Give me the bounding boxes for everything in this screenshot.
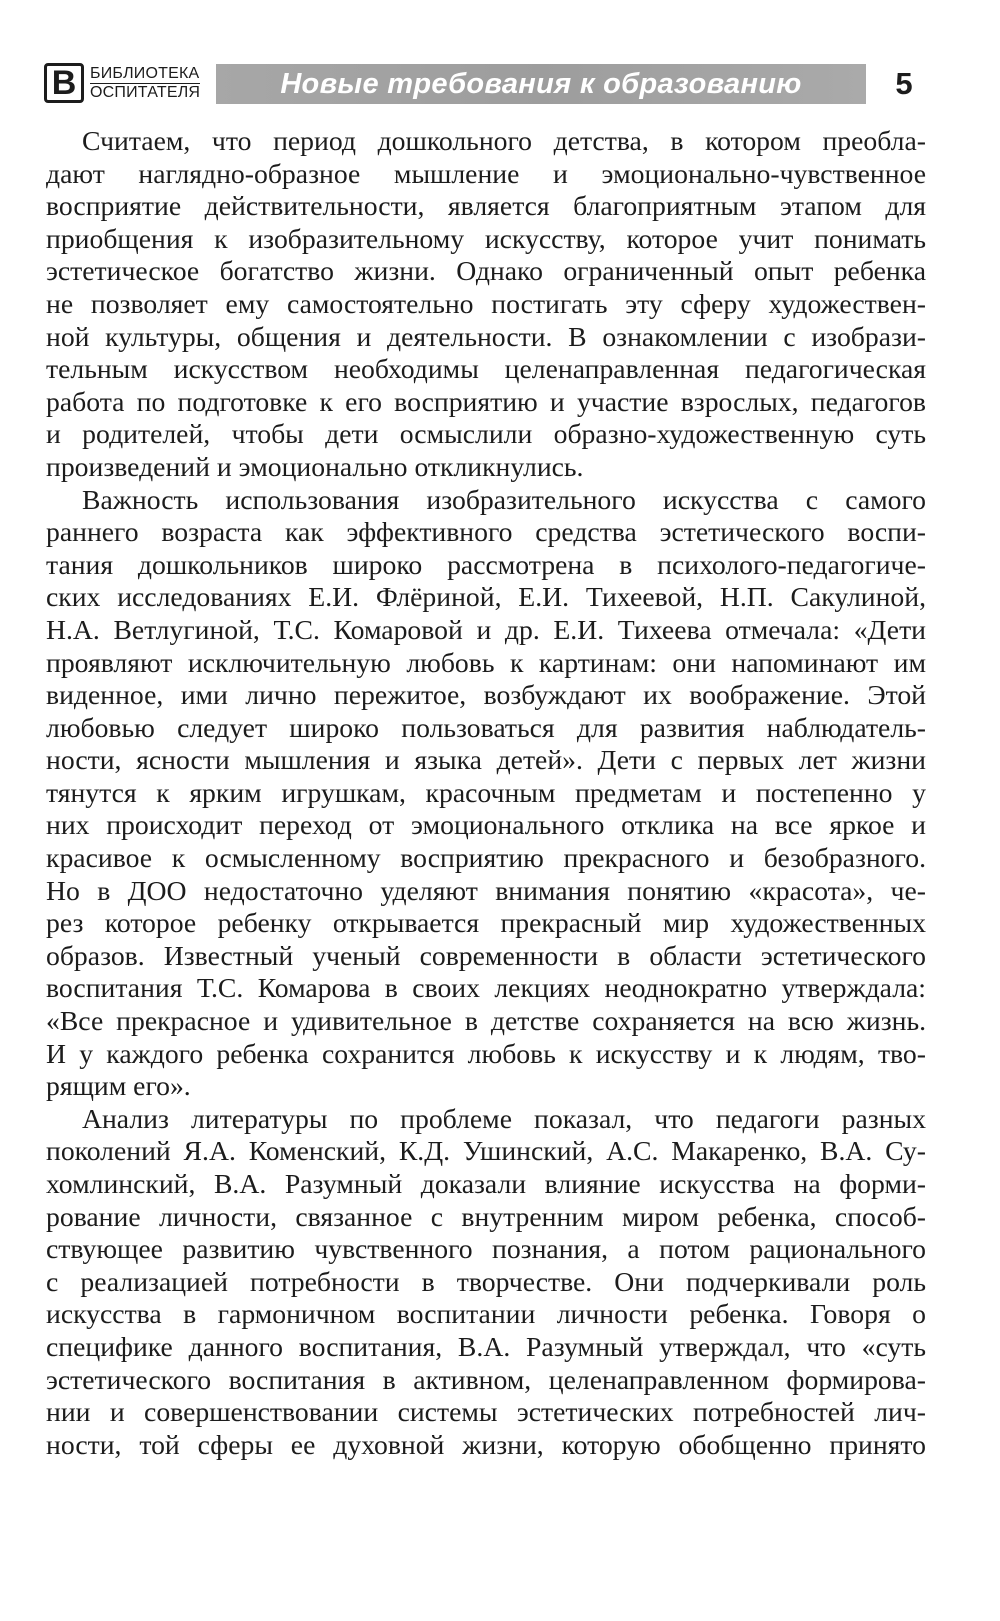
logo-line-1: БИБЛИОТЕКА xyxy=(90,64,200,82)
body-text xyxy=(46,125,926,1461)
text-line: И у каждого ребенка сохранится любовь к искусству и к людям, тво- xyxy=(46,1037,926,1069)
text-line: ной культуры, общения и деятельности. В ознакомлении с изобрази- xyxy=(46,320,926,352)
text-line: хомлинский, В.А. Разумный доказали влияние искусства на форми- xyxy=(46,1168,926,1199)
text-line: работа по подготовке к его восприятию и участие взрослых, педагогов xyxy=(46,385,926,417)
text-line: тания дошкольников широко рассмотрена в психолого-педагогиче- xyxy=(46,548,926,580)
text-line: нии и совершенствовании системы эстетических потребностей лич- xyxy=(46,1396,926,1428)
text-line: Но в ДОО недостаточно уделяют внимания понятию «красота», че- xyxy=(46,874,926,906)
text-line: и родителей, чтобы дети осмыслили образно-художественную суть xyxy=(46,418,926,450)
text-line: Анализ литературы по проблеме показал, что педагоги разных xyxy=(82,1102,926,1134)
section-title-band xyxy=(216,64,866,104)
text-line: Н.А. Ветлугиной, Т.С. Комаровой и др. Е.И. Тихеева отмечала: «Дети xyxy=(46,613,926,645)
logo-line-2: ОСПИТАТЕЛЯ xyxy=(90,83,201,101)
text-line: любовью следует широко пользоваться для развития наблюдатель- xyxy=(46,711,926,743)
text-line: виденное, ими лично пережитое, возбуждают их воображение. Этой xyxy=(46,679,926,711)
text-line: красивое к осмысленному восприятию прекрасного и безобразного. xyxy=(46,842,926,874)
text-line: произведений и эмоционально откликнулись. xyxy=(46,450,584,482)
text-line: воспитания Т.С. Комарова в своих лекциях неоднократно утверждала: xyxy=(46,972,926,1004)
logo-letter-box: В xyxy=(44,63,84,103)
text-line: эстетическое богатство жизни. Однако ограниченный опыт ребенка xyxy=(46,255,926,287)
text-line: Важность использования изобразительного искусства с самого xyxy=(82,483,926,515)
page-number: 5 xyxy=(895,66,913,101)
text-line: дают наглядно-образное мышление и эмоционально-чувственное xyxy=(46,157,926,189)
text-line: ствующее развитию чувственного познания, а потом рационального xyxy=(46,1233,926,1265)
page-header xyxy=(44,60,930,106)
text-line: тянутся к ярким игрушкам, красочным предметам и постепенно у xyxy=(46,776,926,808)
text-line: восприятие действительности, является благоприятным этапом для xyxy=(46,190,926,222)
text-line: Считаем, что период дошкольного детства, в котором преобла- xyxy=(82,125,926,156)
text-line: ских исследованиях Е.И. Флёриной, Е.И. Тихеевой, Н.П. Сакулиной, xyxy=(46,581,926,613)
text-line: рование личности, связанное с внутренним миром ребенка, способ- xyxy=(46,1200,926,1232)
text-line: ности, ясности мышления и языка детей». Дети с первых лет жизни xyxy=(46,744,926,776)
text-line: рез которое ребенку открывается прекрасный мир художественных xyxy=(46,907,926,939)
text-line: них происходит переход от эмоционального отклика на все яркое и xyxy=(46,809,926,841)
text-line: рящим его». xyxy=(46,1070,191,1102)
text-line: специфике данного воспитания, В.А. Разумный утверждал, что «суть xyxy=(46,1330,926,1362)
text-line: образов. Известный ученый современности в области эстетического xyxy=(46,939,926,971)
text-line: поколений Я.А. Коменский, К.Д. Ушинский, А.С. Макаренко, В.А. Су- xyxy=(46,1135,926,1167)
text-line: ности, той сферы ее духовной жизни, которую обобщенно принято xyxy=(46,1428,926,1460)
section-title: Новые требования к образованию xyxy=(280,67,802,100)
text-line: искусства в гармоничном воспитании личности ребенка. Говоря о xyxy=(46,1298,926,1330)
text-line: не позволяет ему самостоятельно постигать эту сферу художествен- xyxy=(46,287,926,319)
text-line: раннего возраста как эффективного средства эстетического воспи- xyxy=(46,516,926,548)
text-line: «Все прекрасное и удивительное в детстве сохраняется на всю жизнь. xyxy=(46,1005,926,1037)
series-logo xyxy=(44,60,224,106)
text-line: эстетического воспитания в активном, целенаправленном формирова- xyxy=(46,1363,926,1395)
text-line: с реализацией потребности в творчестве. Они подчеркивали роль xyxy=(46,1265,926,1297)
text-line: приобщения к изобразительному искусству, которое учит понимать xyxy=(46,222,926,254)
logo-text xyxy=(90,65,200,102)
text-line: проявляют исключительную любовь к картинам: они напоминают им xyxy=(46,646,926,678)
text-line: тельным искусством необходимы целенаправленная педагогическая xyxy=(46,353,926,385)
